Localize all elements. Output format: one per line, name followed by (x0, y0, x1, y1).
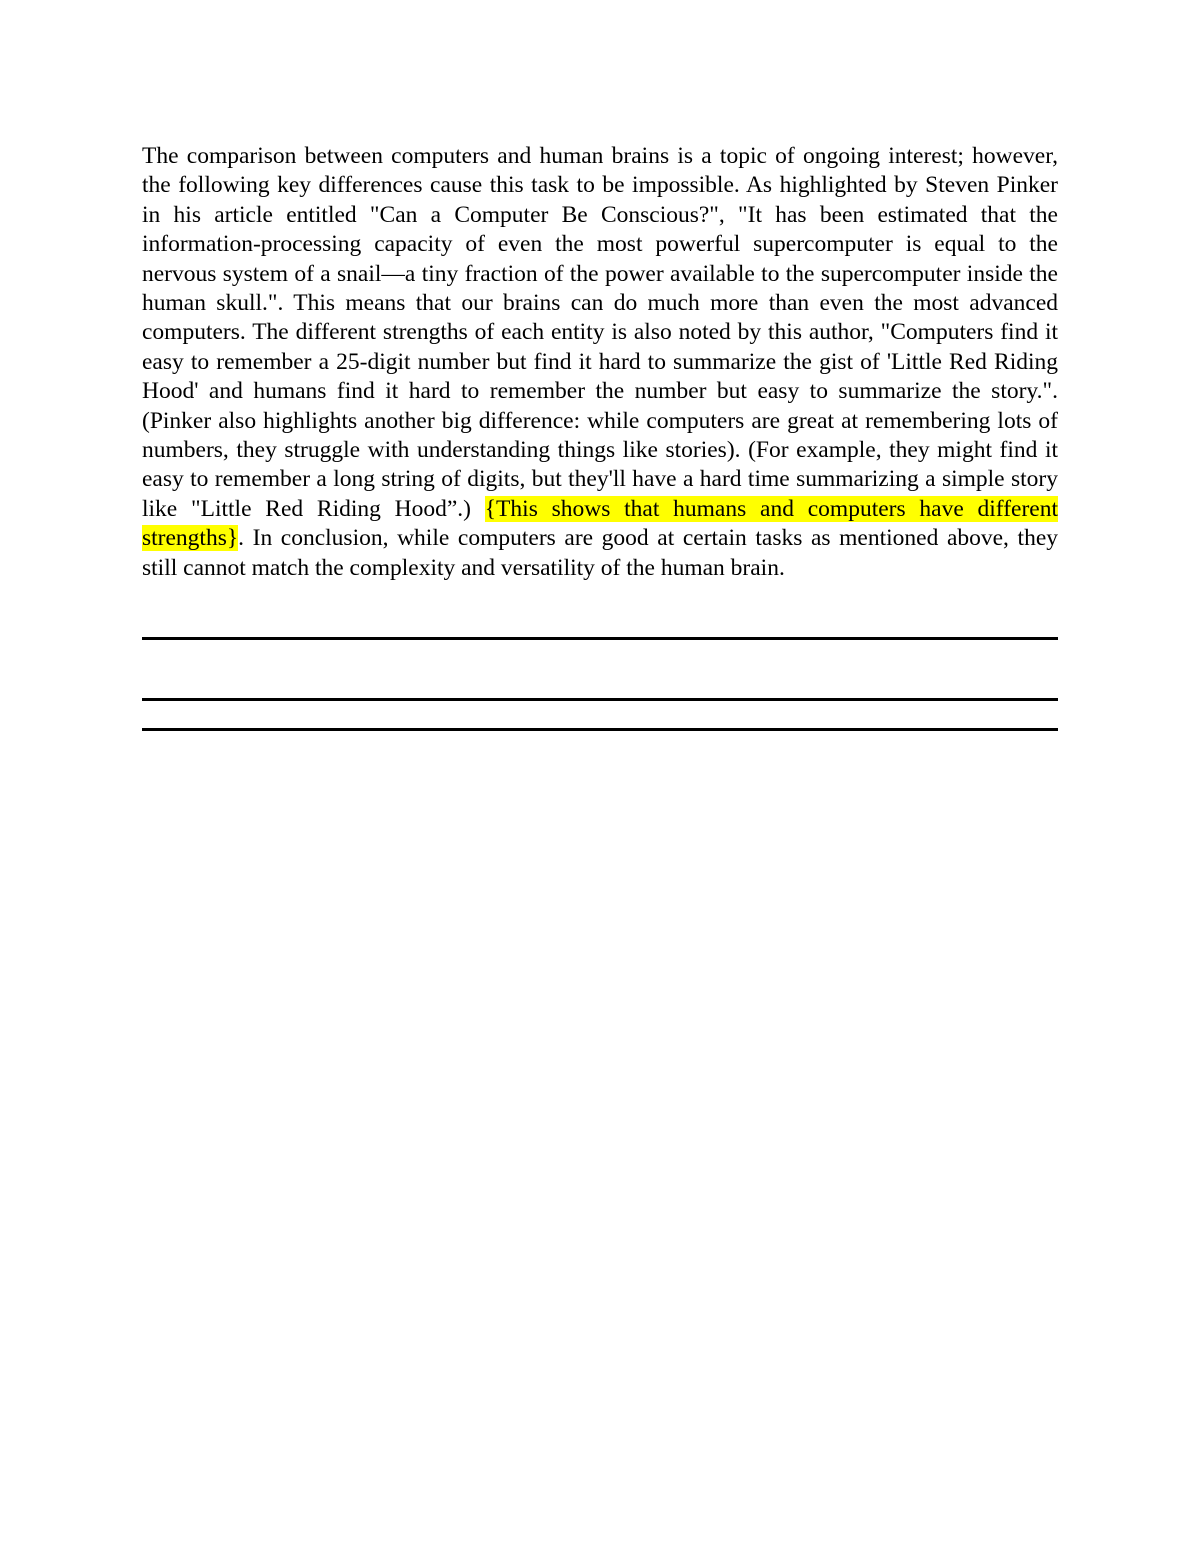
highlighted-sentence: {This shows that humans and computers have different strengths} (142, 495, 1058, 552)
paragraph-text-after-highlight: . In conclusion, while computers are good at certain tasks as mentioned above, they still cannot match the complexity and versatility of the human brain. (142, 525, 1058, 581)
paragraph-text-before-highlight: The comparison between computers and human brains is a topic of ongoing interest; however, the following key differences cause this task to be impossible. As highlighted by Steven Pinker in his article entitled "Can a Computer Be Conscious?", "It has been estimated that the information-processing capacity of even the most powerful supercomputer is equal to the nervous system of a snail—a tiny fraction of the power available to the supercomputer inside the human skull.". This means that our brains can do much more than even the most advanced computers. The different strengths of each entity is also noted by this author, "Computers find it easy to remember a 25-digit number but find it hard to summarize the gist of 'Little Red Riding Hood' and humans find it hard to remember the number but easy to summarize the story.". (Pinker also highlights another big difference: while computers are great at remembering lots of numbers, they struggle with understanding things like stories). (For example, they might find it easy to remember a long string of digits, but they'll have a hard time summarizing a simple story like "Little Red Riding Hood”.) (142, 143, 1058, 522)
horizontal-rule-2 (142, 698, 1058, 701)
body-paragraph (142, 142, 1058, 583)
horizontal-rule-1 (142, 637, 1058, 640)
horizontal-rule-3 (142, 728, 1058, 731)
